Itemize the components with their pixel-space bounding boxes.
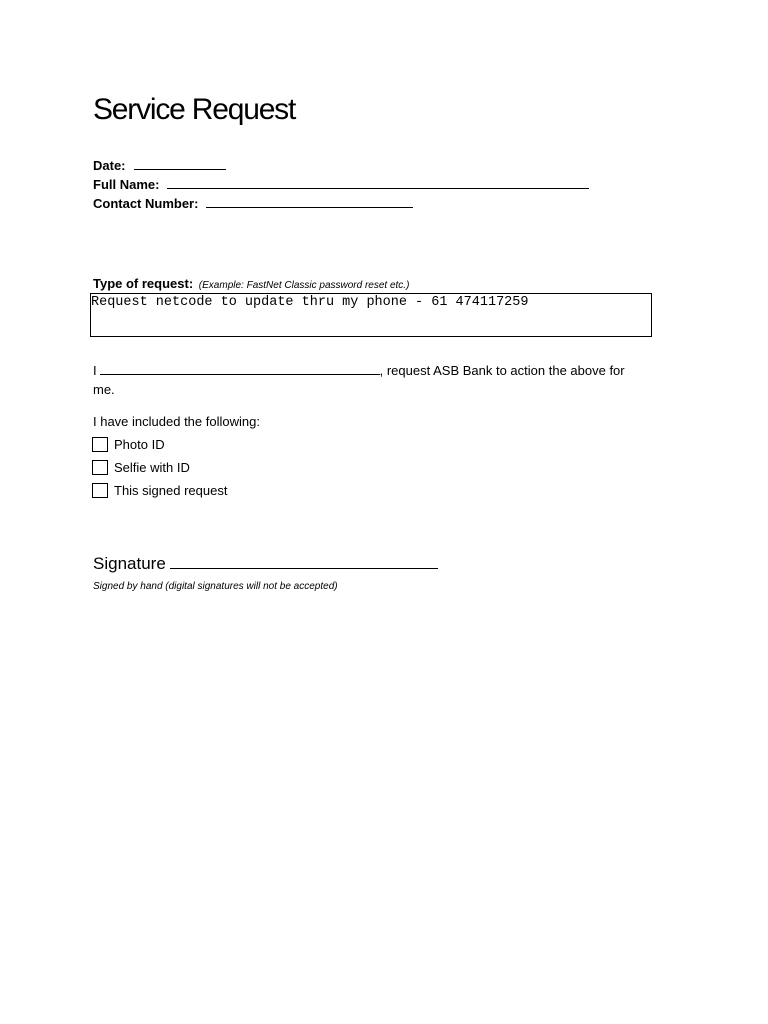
request-value: Request netcode to update thru my phone - 61 474117259	[91, 295, 529, 310]
form-title: Service Request	[93, 93, 296, 126]
full-name-field-row	[93, 176, 589, 193]
included-heading: I have included the following:	[93, 414, 260, 429]
checklist-item	[92, 482, 227, 499]
declaration-suffix: , request ASB Bank to action the above for me.	[93, 363, 625, 397]
signature-label: Signature	[93, 554, 166, 573]
declaration-name-field[interactable]	[100, 362, 380, 375]
declaration-prefix: I	[93, 363, 97, 378]
contact-number-label: Contact Number:	[93, 196, 199, 211]
date-field-row	[93, 157, 226, 174]
declaration-text	[93, 361, 633, 399]
full-name-label: Full Name:	[93, 177, 160, 192]
type-of-request-heading	[93, 275, 409, 294]
signature-note: Signed by hand (digital signatures will not be accepted)	[93, 581, 338, 592]
date-label: Date:	[93, 158, 126, 173]
selfie-with-id-checkbox[interactable]	[92, 460, 108, 475]
checklist-label: This signed request	[114, 483, 228, 498]
checklist-label: Selfie with ID	[114, 460, 190, 475]
type-of-request-label: Type of request:	[93, 276, 194, 291]
contact-number-field-row	[93, 195, 413, 212]
contact-number-field[interactable]	[206, 195, 413, 208]
full-name-field[interactable]	[167, 176, 589, 189]
request-text-box[interactable]	[90, 293, 652, 337]
date-field[interactable]	[134, 157, 226, 170]
photo-id-checkbox[interactable]	[92, 437, 108, 452]
signature-row	[93, 552, 438, 575]
signed-request-checkbox[interactable]	[92, 483, 108, 498]
signature-field[interactable]	[170, 552, 438, 569]
type-of-request-example: (Example: FastNet Classic password reset etc.)	[198, 280, 410, 291]
checklist-label: Photo ID	[114, 437, 165, 452]
checklist-item	[92, 459, 190, 476]
checklist-item	[92, 436, 165, 453]
